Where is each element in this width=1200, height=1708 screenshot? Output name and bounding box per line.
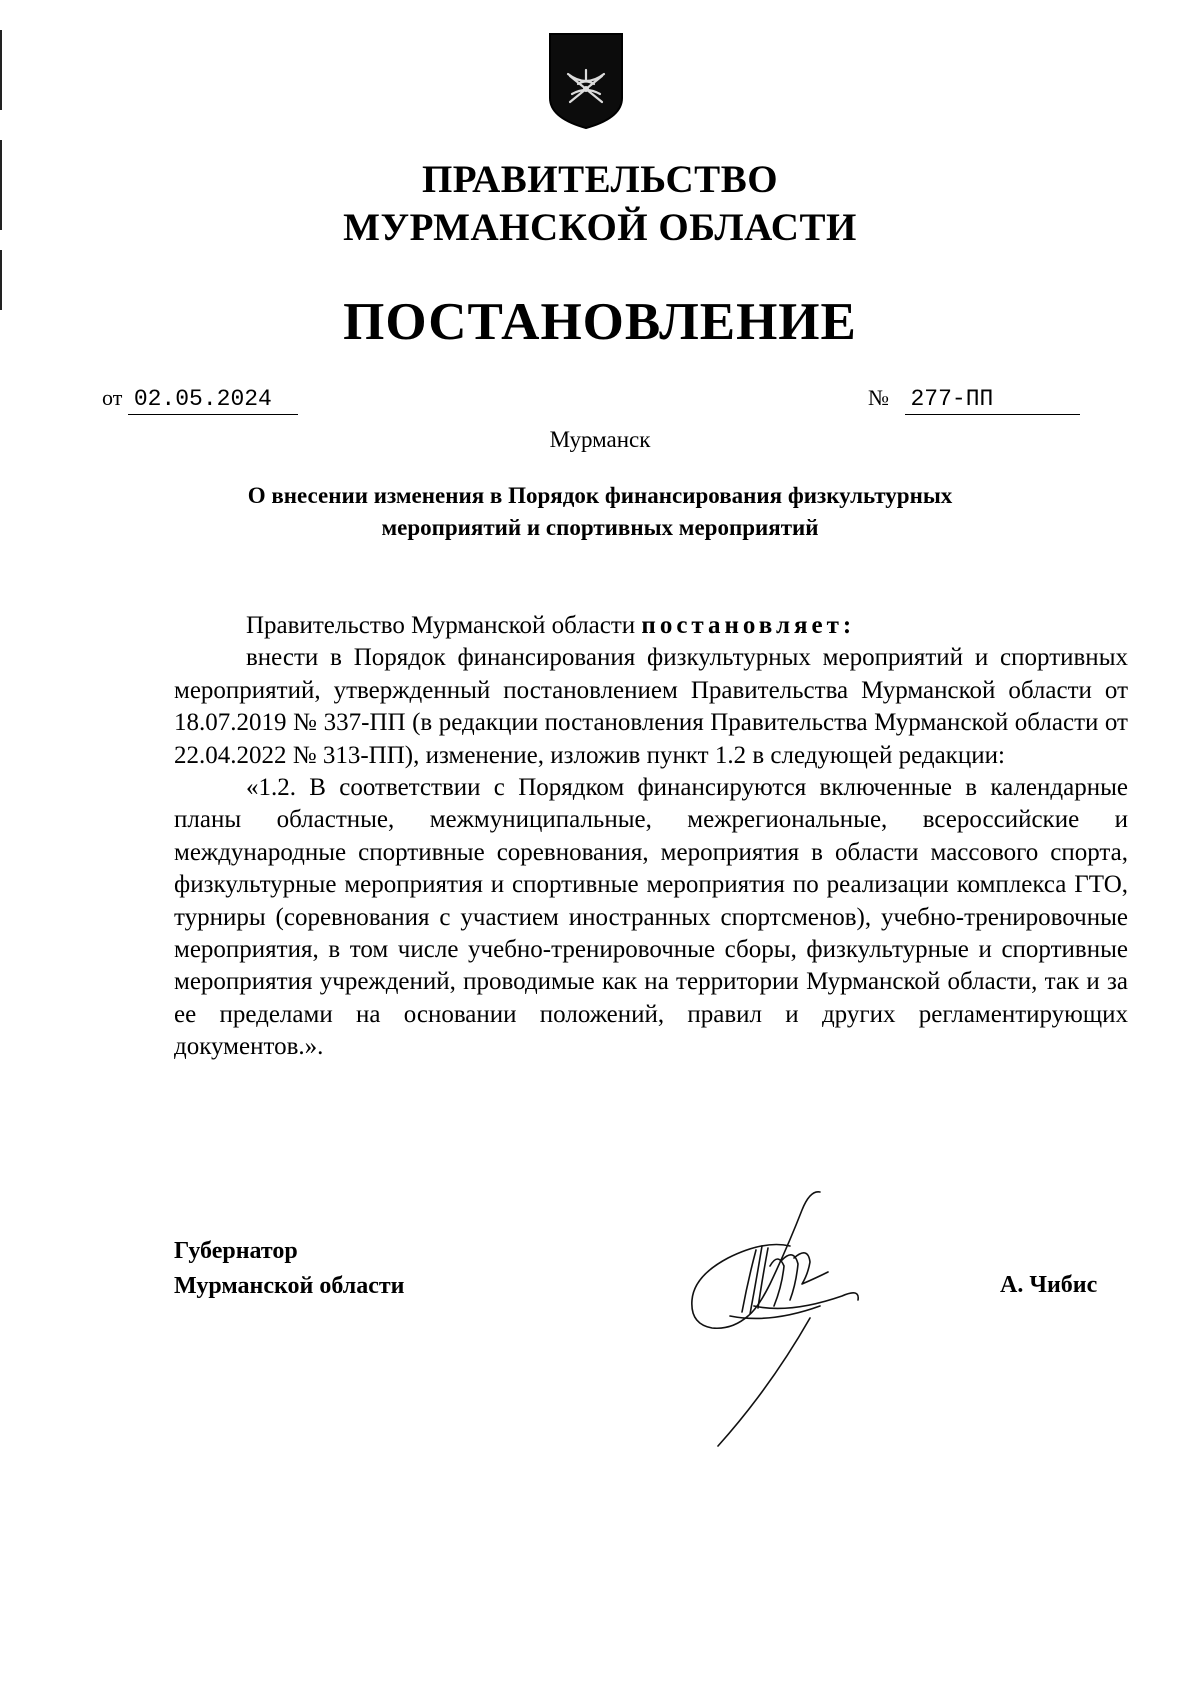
signatory-title-line1: Губернатор	[174, 1238, 298, 1264]
handwritten-signature-icon	[670, 1188, 890, 1450]
paragraph-amendment: внести в Порядок финансирования физкультурных мероприятий и спортивных мероприятий, утвержденный постановлением Правительства Мурманской области от 18.07.2019 № 337-ПП (в редакции постановления Правительства Мурманской области от 22.04.2022 № 313-ПП), изменение, изложив пункт 1.2 в следующей редакции:	[174, 644, 1128, 769]
subject-line2: мероприятий и спортивных мероприятий	[381, 515, 819, 540]
paragraph-clause-1-2: «1.2. В соответствии с Порядком финансируются включенные в календарные планы областные, межмуниципальные, межрегиональные, всероссийские и международные спортивные соревнования, мероприятия в области массового спорта, физкультурные мероприятия и спортивные мероприятия по реализации комплекса ГТО, турниры (соревнования с участием иностранных спортсменов), учебно-тренировочные мероприятия, в том числе учебно-тренировочные сборы, физкультурные и спортивные мероприятия учреждений, проводимые как на территории Мурманской области, так и за ее пределами на основании положений, правил и других регламентирующих документов.».	[174, 774, 1128, 1061]
document-body	[174, 610, 1128, 1064]
number-prefix: №	[868, 385, 889, 410]
document-number: 277-ПП	[905, 384, 1080, 415]
document-subject	[160, 480, 1040, 544]
subject-line1: О внесении изменения в Порядок финансирования физкультурных	[247, 483, 953, 508]
org-title-line1: ПРАВИТЕЛЬСТВО	[421, 158, 779, 201]
signatory-title-line2: Мурманской области	[174, 1273, 405, 1299]
date-prefix: от	[102, 385, 123, 410]
intro-text: Правительство Мурманской области	[246, 612, 642, 639]
city-name: Мурманск	[549, 427, 651, 452]
document-date: 02.05.2024	[128, 384, 298, 415]
scan-edge-mark	[0, 30, 2, 110]
resolution-intro	[174, 610, 1128, 642]
signatory-name: А. Чибис	[1000, 1272, 1098, 1298]
resolves-word: постановляет:	[641, 612, 856, 639]
org-title-line2: МУРМАНСКОЙ ОБЛАСТИ	[343, 206, 857, 249]
signatory-title	[174, 1234, 404, 1304]
coat-of-arms-emblem-icon	[548, 32, 624, 130]
number-line	[868, 383, 1080, 415]
date-line	[102, 383, 298, 415]
document-type-title: ПОСТАНОВЛЕНИЕ	[343, 293, 857, 351]
